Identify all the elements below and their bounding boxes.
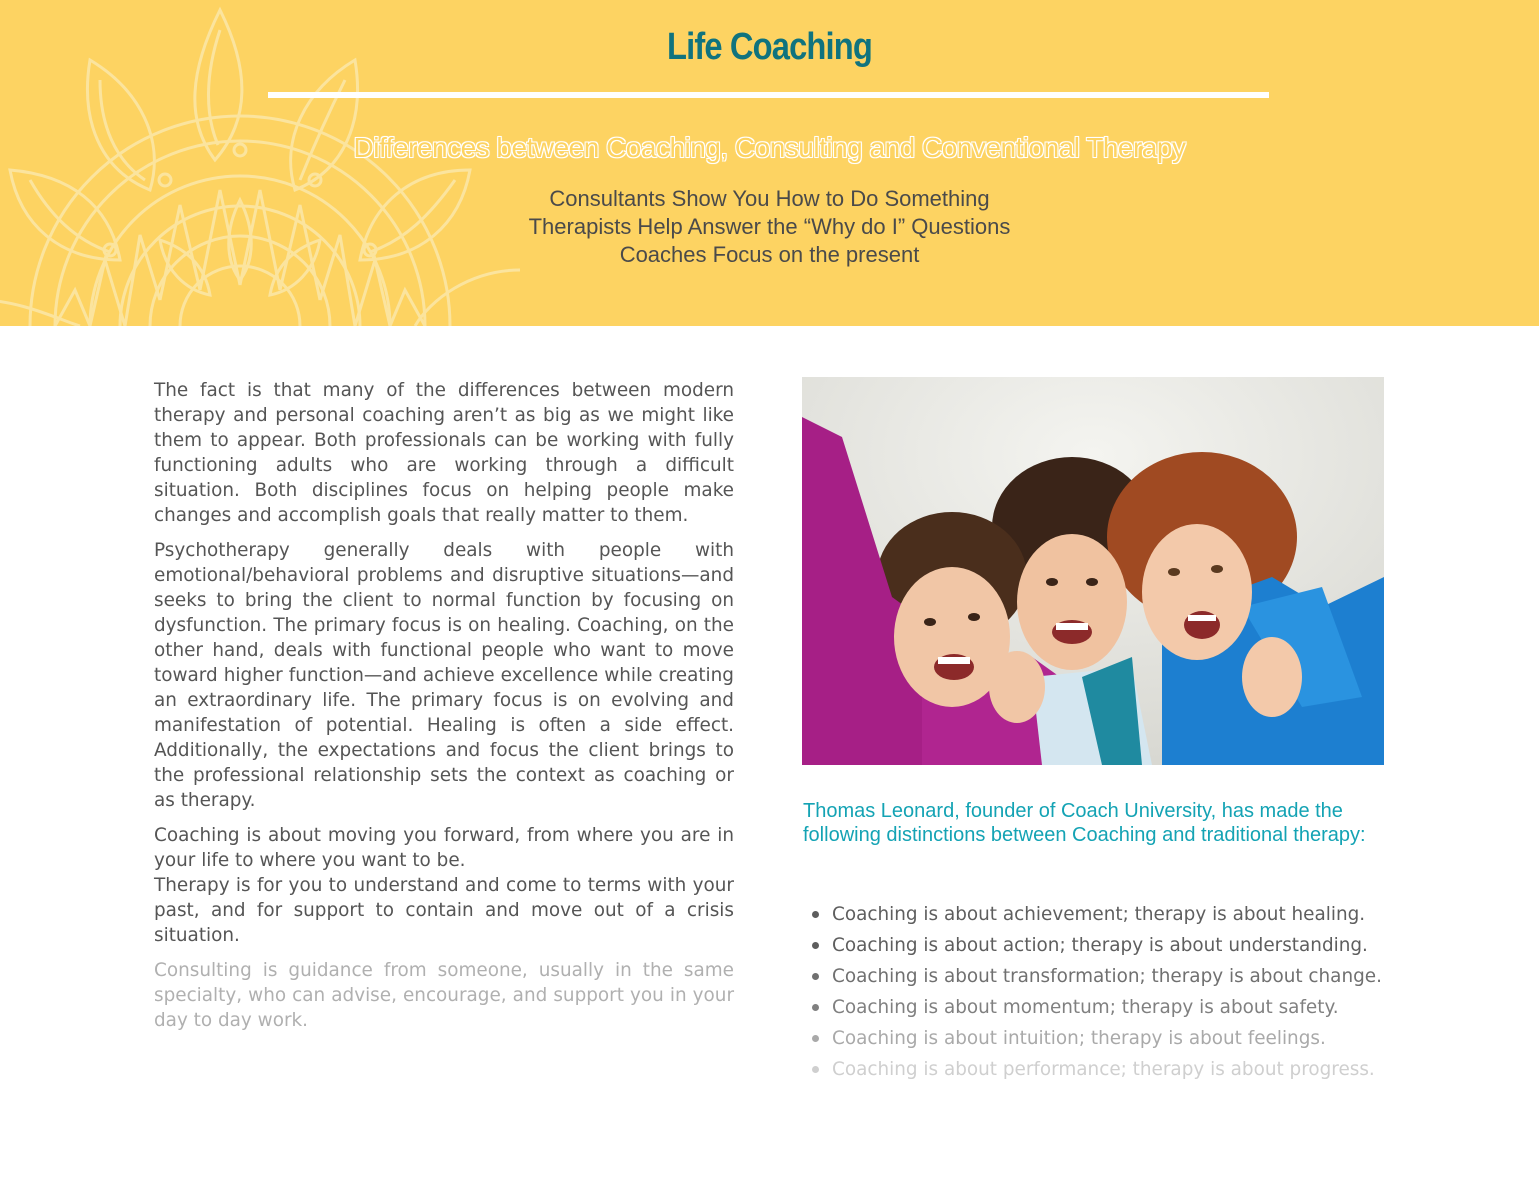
list-item bbox=[812, 961, 1412, 992]
list-item-text: Coaching is about action; therapy is about understanding. bbox=[832, 935, 1368, 956]
bullet-icon bbox=[812, 973, 819, 980]
list-item bbox=[812, 899, 1412, 930]
paragraph: Therapy is for you to understand and come to terms with your past, and for support to contain and move out of a crisis situation. bbox=[154, 875, 734, 946]
title-divider bbox=[268, 92, 1269, 98]
list-item bbox=[812, 1054, 1412, 1085]
tagline: Coaches Focus on the present bbox=[619, 242, 920, 267]
tagline: Consultants Show You How to Do Something bbox=[549, 186, 990, 211]
bullet-icon bbox=[812, 1066, 819, 1073]
list-item-text: Coaching is about transformation; therapy is about change. bbox=[832, 966, 1382, 987]
bullet-icon bbox=[812, 1035, 819, 1042]
list-item bbox=[812, 1023, 1412, 1054]
paragraph: Coaching is about moving you forward, from where you are in your life to where you want to be. bbox=[154, 825, 734, 871]
photo-illustration bbox=[802, 377, 1384, 765]
paragraph: Psychotherapy generally deals with people with emotional/behavioral problems and disruptive situations—and seeks to bring the client to normal function by focusing on dysfunction. The primary focus is on healing. Coaching, on the other hand, deals with functional people who want to move toward higher function—and achieve excellence while creating an extraordinary life. The primary focus is on evolving and manifestation of potential. Healing is often a side effect. Additionally, the expectations and focus the client brings to the professional relationship sets the context as coaching or as therapy. bbox=[154, 540, 734, 811]
bullet-icon bbox=[812, 1004, 819, 1011]
list-item-text: Coaching is about performance; therapy is about progress. bbox=[832, 1059, 1375, 1080]
list-item-text: Coaching is about momentum; therapy is about safety. bbox=[832, 997, 1339, 1018]
taglines bbox=[0, 185, 1539, 269]
tagline: Therapists Help Answer the “Why do I” Questions bbox=[528, 214, 1011, 239]
paragraph: The fact is that many of the differences between modern therapy and personal coaching aren’t as big as we might like them to appear. Both professionals can be working with fully functioning adults who are working through a difficult situation. Both disciplines focus on helping people make changes and accomplish goals that really matter to them. bbox=[154, 380, 734, 526]
list-item bbox=[812, 930, 1412, 961]
header-banner bbox=[0, 0, 1539, 326]
article-body bbox=[154, 378, 734, 1043]
page-subtitle: Differences between Coaching, Consulting and Conventional Therapy bbox=[353, 132, 1186, 163]
list-item-text: Coaching is about achievement; therapy is about healing. bbox=[832, 904, 1366, 925]
list-item bbox=[812, 992, 1412, 1023]
paragraph: Consulting is guidance from someone, usually in the same specialty, who can advise, encourage, and support you in your day to day work. bbox=[154, 960, 734, 1031]
page-title: Life Coaching bbox=[667, 26, 872, 68]
friends-photo bbox=[802, 377, 1384, 765]
leonard-quote: Thomas Leonard, founder of Coach University, has made the following distinctions between Coaching and traditional therapy: bbox=[803, 800, 1366, 846]
distinctions-list bbox=[812, 899, 1412, 1085]
bullet-icon bbox=[812, 942, 819, 949]
bullet-icon bbox=[812, 911, 819, 918]
list-item-text: Coaching is about intuition; therapy is about feelings. bbox=[832, 1028, 1326, 1049]
